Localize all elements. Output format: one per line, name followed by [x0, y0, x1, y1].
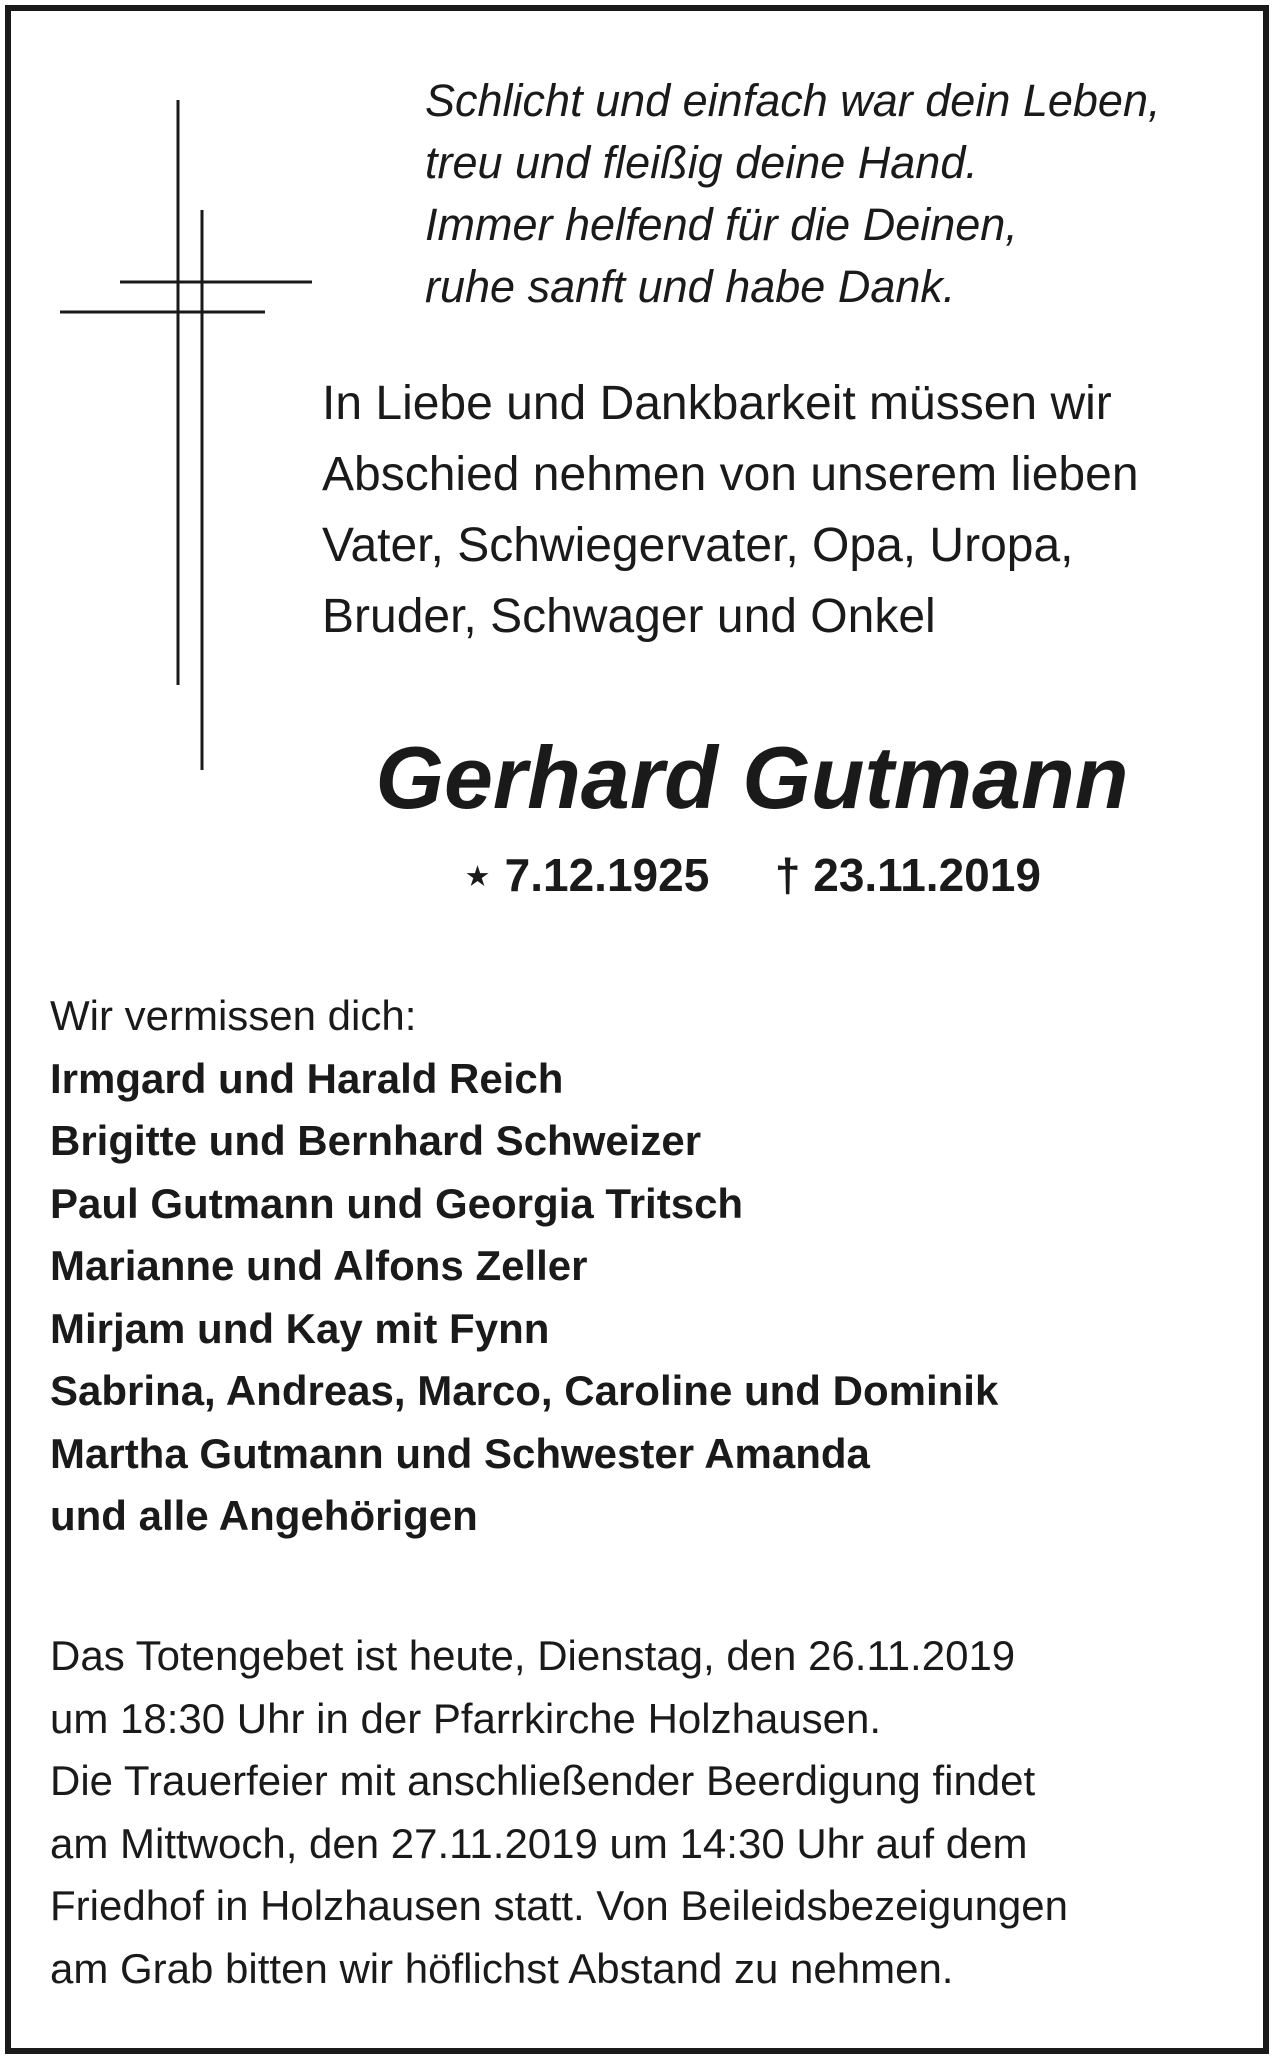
death-cross-icon: †: [774, 849, 801, 901]
mourner-name: Mirjam und Kay mit Fynn: [50, 1304, 550, 1352]
mourner-name: Paul Gutmann und Georgia Tritsch: [50, 1179, 744, 1227]
notice-line: Friedhof in Holzhausen statt. Von Beileidsbezeigungen: [50, 1882, 1069, 1929]
mourners-list: [50, 985, 1230, 1548]
intro-line: In Liebe und Dankbarkeit müssen wir: [322, 377, 1112, 430]
double-line-cross-icon: [60, 95, 320, 775]
life-dates: [322, 845, 1182, 905]
notice-line: Das Totengebet ist heute, Dienstag, den 26.11.2019: [50, 1632, 1016, 1679]
poem-line: treu und fleißig deine Hand.: [425, 137, 978, 188]
mourner-name: Martha Gutmann und Schwester Amanda: [50, 1429, 870, 1477]
intro-text: [322, 368, 1252, 652]
deceased-name: Gerhard Gutmann: [375, 728, 1129, 827]
notice-line: Die Trauerfeier mit anschließender Beerdigung findet: [50, 1757, 1036, 1804]
poem: [425, 70, 1245, 318]
birth-date: 7.12.1925: [504, 849, 710, 901]
mourner-name: Irmgard und Harald Reich: [50, 1054, 564, 1102]
notice-line: um 18:30 Uhr in der Pfarrkirche Holzhausen.: [50, 1694, 882, 1742]
death-date: 23.11.2019: [813, 849, 1041, 901]
intro-line: Abschied nehmen von unserem lieben: [322, 448, 1139, 501]
mourner-name: Marianne und Alfons Zeller: [50, 1242, 588, 1289]
notice-line: am Grab bitten wir höflichst Abstand zu nehmen.: [50, 1944, 954, 1992]
intro-line: Vater, Schwiegervater, Opa, Uropa,: [322, 519, 1074, 572]
mourners-lead: Wir vermissen dich:: [50, 992, 417, 1039]
birth-star-icon: ⋆: [463, 849, 492, 901]
poem-line: Schlicht und einfach war dein Leben,: [425, 75, 1161, 126]
poem-line: ruhe sanft und habe Dank.: [425, 261, 956, 312]
funeral-notice: [50, 1625, 1240, 2000]
mourner-name: und alle Angehörigen: [50, 1492, 478, 1539]
notice-line: am Mittwoch, den 27.11.2019 um 14:30 Uhr auf dem: [50, 1819, 1028, 1867]
intro-line: Bruder, Schwager und Onkel: [322, 590, 936, 643]
poem-line: Immer helfend für die Deinen,: [425, 199, 1018, 250]
mourner-name: Sabrina, Andreas, Marco, Caroline und Dominik: [50, 1367, 999, 1414]
mourner-name: Brigitte und Bernhard Schweizer: [50, 1117, 702, 1164]
